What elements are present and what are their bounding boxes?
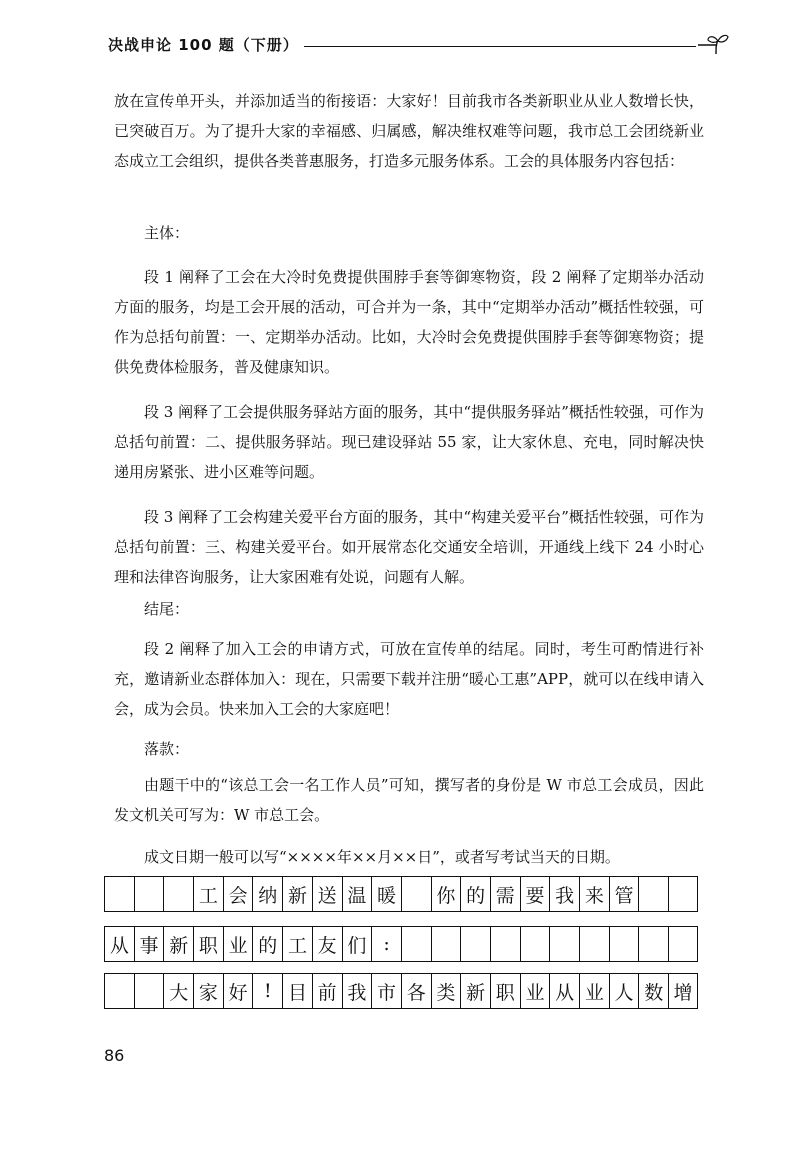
grid-cell bbox=[579, 927, 609, 961]
grid-cell: ! bbox=[252, 974, 282, 1008]
grid-cell bbox=[104, 974, 134, 1008]
grid-cell: 家 bbox=[193, 974, 223, 1008]
grid-cell bbox=[520, 927, 550, 961]
label-signature: 落款： bbox=[144, 740, 190, 758]
answer-grid-row bbox=[104, 926, 698, 962]
grid-cell: 们 bbox=[342, 927, 372, 961]
grid-cell: 暖 bbox=[371, 877, 401, 911]
grid-cell: 会 bbox=[223, 877, 253, 911]
grid-cell: 事 bbox=[134, 927, 164, 961]
book-title: 决战申论 100 题（下册） bbox=[108, 36, 299, 54]
answer-grid-row bbox=[104, 876, 698, 912]
grid-cell: 职 bbox=[193, 927, 223, 961]
grid-cell: 的 bbox=[460, 877, 490, 911]
grid-cell: 类 bbox=[431, 974, 461, 1008]
page-header bbox=[108, 34, 728, 60]
grid-cell: 好 bbox=[223, 974, 253, 1008]
grid-cell bbox=[638, 927, 668, 961]
grid-cell bbox=[104, 877, 134, 911]
paragraph-platform: 段 3 阐释了工会构建关爱平台方面的服务，其中“构建关爱平台”概括性较强，可作为总括句前置：三、构建关爱平台。如开展常态化交通安全培训，开通线上线下 24 小时心理和法律咨询服务，让大家困难有处说，问题有人解。 bbox=[114, 508, 704, 586]
grid-cell: 市 bbox=[371, 974, 401, 1008]
grid-cell bbox=[668, 927, 698, 961]
grid-cell bbox=[134, 877, 164, 911]
grid-cell bbox=[134, 974, 164, 1008]
grid-cell: 需 bbox=[490, 877, 520, 911]
paragraph-station: 段 3 阐释了工会提供服务驿站方面的服务，其中“提供服务驿站”概括性较强，可作为总括句前置：二、提供服务驿站。现已建设驿站 55 家，让大家休息、充电，同时解决快递用房紧张、进小区难等问题。 bbox=[114, 403, 704, 481]
answer-grid-row bbox=[104, 973, 698, 1009]
grid-cell: 我 bbox=[549, 877, 579, 911]
grid-cell bbox=[549, 927, 579, 961]
grid-cell: 友 bbox=[312, 927, 342, 961]
sprout-icon bbox=[696, 32, 730, 58]
grid-cell bbox=[401, 877, 431, 911]
paragraph-signature: 由题干中的“该总工会一名工作人员”可知，撰写者的身份是 W 市总工会成员，因此发文机关可写为：W 市总工会。 bbox=[114, 776, 704, 824]
grid-cell: 纳 bbox=[252, 877, 282, 911]
grid-cell: 从 bbox=[104, 927, 134, 961]
grid-cell bbox=[609, 927, 639, 961]
header-rule bbox=[304, 46, 696, 47]
grid-cell: 来 bbox=[579, 877, 609, 911]
grid-cell: 各 bbox=[401, 974, 431, 1008]
grid-cell: 目 bbox=[282, 974, 312, 1008]
grid-cell: 增 bbox=[668, 974, 698, 1008]
grid-cell: 工 bbox=[193, 877, 223, 911]
grid-cell bbox=[460, 927, 490, 961]
label-ending: 结尾： bbox=[144, 600, 190, 618]
grid-cell: 业 bbox=[579, 974, 609, 1008]
grid-cell: 工 bbox=[282, 927, 312, 961]
page-number: 86 bbox=[104, 1046, 125, 1065]
paragraph-date: 成文日期一般可以写“××××年××月××日”，或者写考试当天的日期。 bbox=[144, 848, 620, 866]
grid-cell: 大 bbox=[163, 974, 193, 1008]
grid-cell bbox=[401, 927, 431, 961]
grid-cell: 的 bbox=[252, 927, 282, 961]
grid-cell: 前 bbox=[312, 974, 342, 1008]
grid-cell: 业 bbox=[223, 927, 253, 961]
paragraph-activity: 段 1 阐释了工会在大冷时免费提供围脖手套等御寒物资，段 2 阐释了定期举办活动方面的服务，均是工会开展的活动，可合并为一条，其中“定期举办活动”概括性较强，可作为总括句前置：一、定期举办活动。比如，大冷时会免费提供围脖手套等御寒物资；提供免费体检服务，普及健康知识。 bbox=[114, 268, 704, 376]
grid-cell: 人 bbox=[609, 974, 639, 1008]
label-main: 主体： bbox=[144, 224, 190, 242]
grid-cell: 要 bbox=[520, 877, 550, 911]
grid-cell: 职 bbox=[490, 974, 520, 1008]
paragraph-ending: 段 2 阐释了加入工会的申请方式，可放在宣传单的结尾。同时，考生可酌情进行补充，邀请新业态群体加入：现在，只需要下载并注册“暖心工惠”APP，就可以在线申请入会，成为会员。快来加入工会的大家庭吧！ bbox=[114, 640, 704, 718]
grid-cell bbox=[163, 877, 193, 911]
grid-cell: 业 bbox=[520, 974, 550, 1008]
grid-cell: 数 bbox=[638, 974, 668, 1008]
grid-cell: 你 bbox=[431, 877, 461, 911]
grid-cell: 送 bbox=[312, 877, 342, 911]
grid-cell: 温 bbox=[342, 877, 372, 911]
grid-cell bbox=[431, 927, 461, 961]
grid-cell bbox=[490, 927, 520, 961]
grid-cell: 新 bbox=[282, 877, 312, 911]
grid-cell: 新 bbox=[460, 974, 490, 1008]
grid-cell: 新 bbox=[163, 927, 193, 961]
grid-cell: 管 bbox=[609, 877, 639, 911]
grid-cell: 从 bbox=[549, 974, 579, 1008]
grid-cell: 我 bbox=[342, 974, 372, 1008]
grid-cell: : bbox=[371, 927, 401, 961]
grid-cell bbox=[638, 877, 668, 911]
paragraph-intro: 放在宣传单开头，并添加适当的衔接语：大家好！目前我市各类新职业从业人数增长快，已突破百万。为了提升大家的幸福感、归属感，解决维权难等问题，我市总工会团绕新业态成立工会组织，提供各类普惠服务，打造多元服务体系。工会的具体服务内容包括： bbox=[114, 92, 704, 170]
grid-cell bbox=[668, 877, 698, 911]
